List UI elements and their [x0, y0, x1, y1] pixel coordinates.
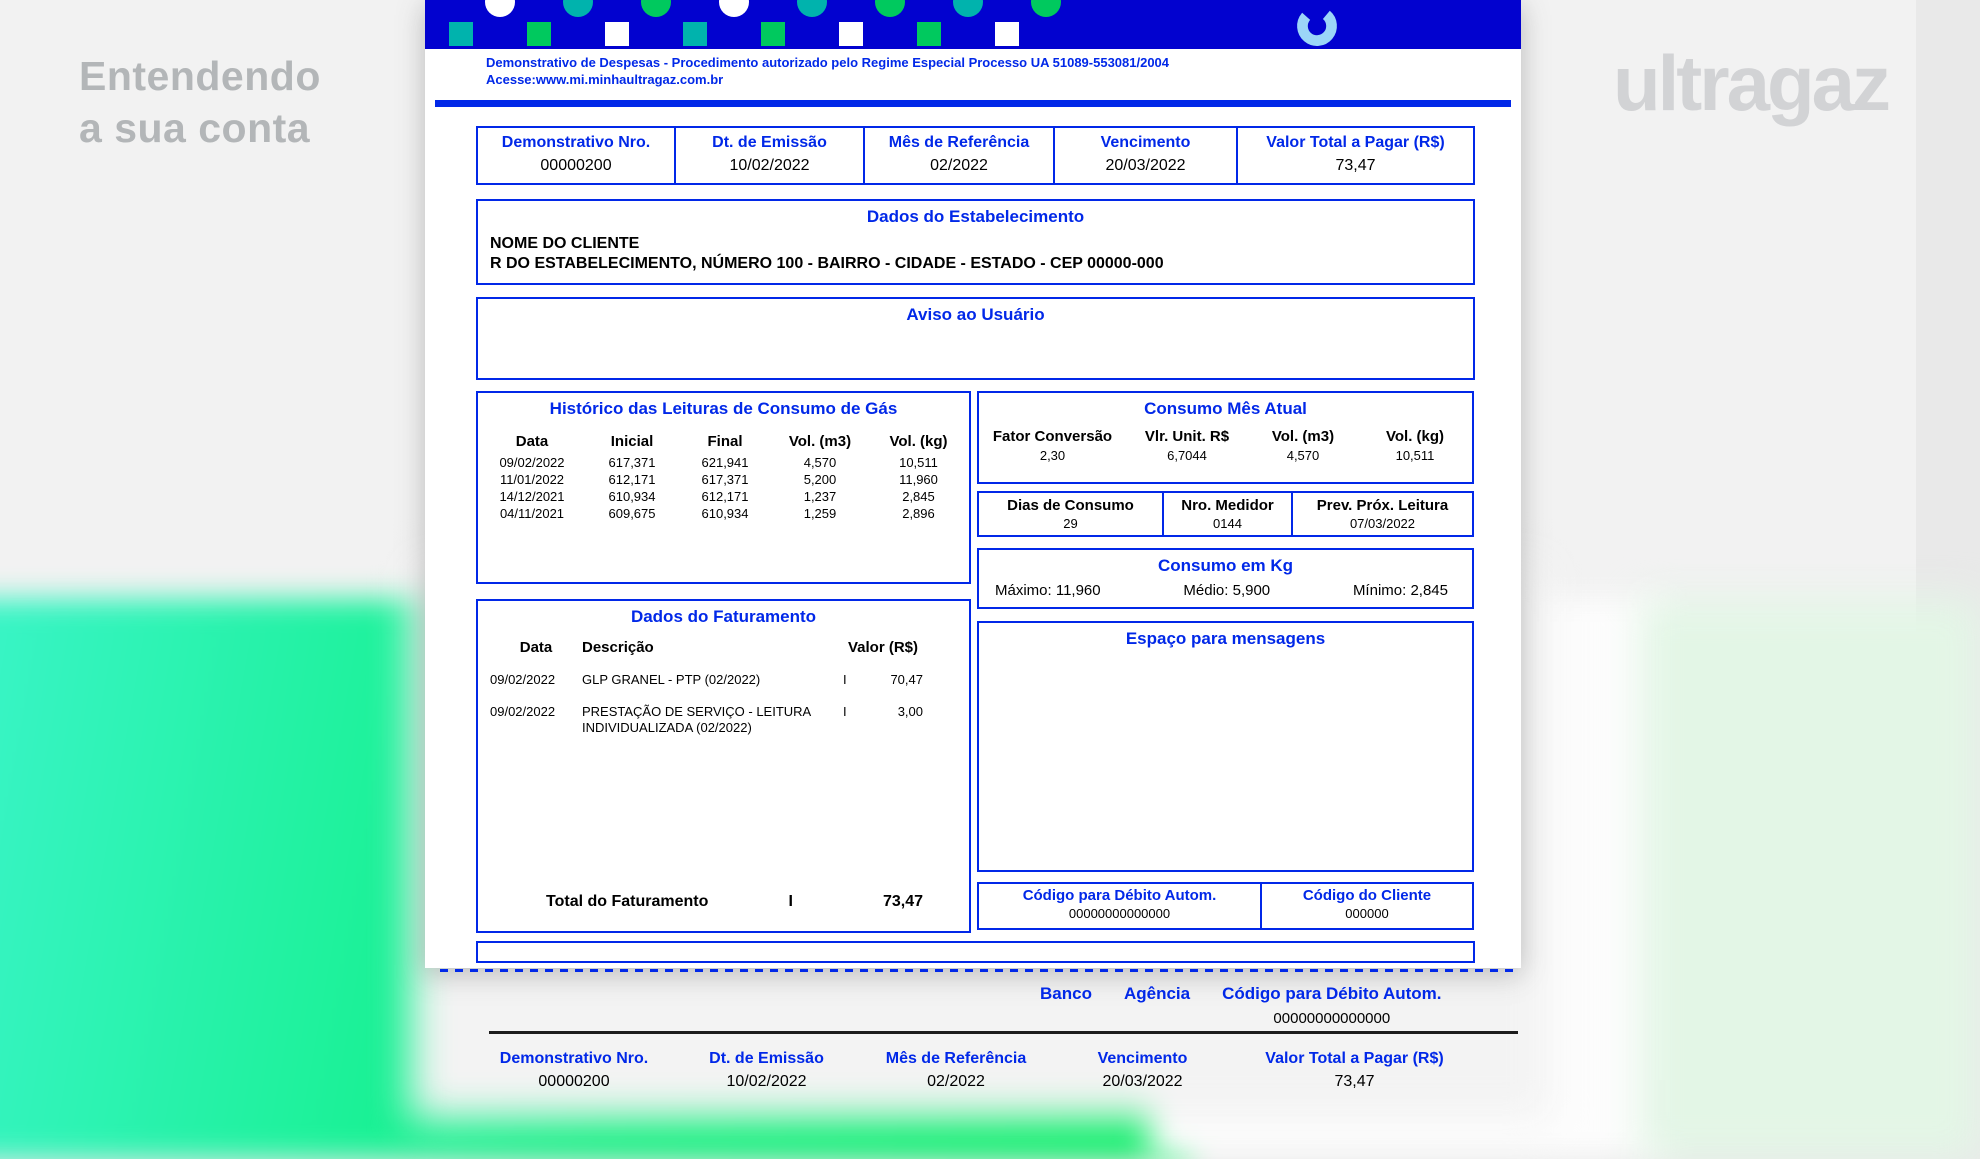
codes-box — [977, 882, 1474, 930]
page-caption — [79, 50, 321, 154]
billing-total-row — [478, 893, 969, 911]
history-cell: 612,171 — [701, 489, 749, 504]
circle-shape — [953, 0, 983, 17]
table-row — [478, 672, 969, 688]
client-name: NOME DO CLIENTE — [490, 235, 640, 252]
client-code-col — [1260, 884, 1472, 928]
square-shape — [761, 22, 785, 46]
summary-col-demonstrativo — [478, 128, 674, 183]
history-cell: 11,960 — [899, 472, 938, 487]
billing-box — [476, 599, 971, 933]
slip-auto-debit-value: 00000000000000 — [1273, 1010, 1391, 1027]
square-shape — [605, 22, 629, 46]
summary-col-vencimento — [1053, 128, 1236, 183]
history-cell: 617,371 — [608, 455, 656, 470]
current-consumption-values — [979, 448, 1472, 463]
document-header-line1: Demonstrativo de Despesas - Procedimento autorizado pelo Regime Especial Processo UA 51089-553081/2004 — [486, 55, 1170, 70]
invoice-document — [425, 0, 1521, 968]
kg-min: Mínimo: 2,845 — [1352, 582, 1448, 599]
billing-header: Data — [519, 639, 553, 656]
billing-flag: I — [843, 704, 847, 719]
current-consumption-box — [977, 391, 1474, 484]
slip-summary-value: 20/03/2022 — [1102, 1073, 1183, 1090]
slip-summary-value: 02/2022 — [927, 1073, 985, 1090]
consumption-header: Fator Conversão — [992, 428, 1113, 445]
billing-date: 09/02/2022 — [490, 704, 556, 719]
billing-flag: I — [843, 672, 847, 687]
current-consumption-title: Consumo Mês Atual — [1144, 399, 1307, 418]
establishment-title: Dados do Estabelecimento — [866, 207, 1085, 226]
history-cell: 11/01/2022 — [499, 472, 565, 487]
slip-summary-col — [672, 1050, 861, 1091]
topbar-pattern — [425, 0, 1521, 49]
history-cell: 2,845 — [902, 489, 935, 504]
consumption-value: 4,570 — [1286, 448, 1320, 463]
messages-box — [977, 621, 1474, 872]
slip-summary-header: Mês de Referência — [885, 1050, 1027, 1067]
history-cell: 1,237 — [803, 489, 837, 504]
meter-header: Nro. Medidor — [1181, 497, 1274, 514]
history-cell: 617,371 — [701, 472, 749, 487]
consumption-header: Vol. (m3) — [1271, 428, 1335, 445]
kg-avg: Médio: 5,900 — [1183, 582, 1271, 599]
consumption-days-box — [977, 491, 1474, 537]
days-header: Dias de Consumo — [1007, 497, 1134, 514]
square-shape — [527, 22, 551, 46]
billing-total-label: Total do Faturamento — [546, 893, 709, 910]
table-row — [478, 505, 969, 522]
ultragaz-wordmark: ultragaz — [1612, 39, 1888, 127]
bank-label: Banco — [1040, 984, 1092, 1003]
caption-line2: a sua conta — [79, 105, 311, 151]
summary-header: Dt. de Emissão — [712, 134, 827, 151]
kg-consumption-title: Consumo em Kg — [1157, 556, 1294, 575]
caption-line1: Entendendo — [79, 53, 321, 99]
billing-header: Valor (R$) — [847, 639, 919, 656]
history-header: Data — [515, 433, 549, 450]
slip-summary-table — [476, 1050, 1475, 1091]
circle-shape — [875, 0, 905, 17]
history-cell: 1,259 — [803, 506, 837, 521]
slip-summary-header: Vencimento — [1097, 1050, 1188, 1067]
document-header-line2: Acesse:www.mi.minhaultragaz.com.br — [486, 72, 724, 87]
client-code-value: 000000 — [1345, 906, 1389, 921]
summary-value: 10/02/2022 — [729, 157, 810, 174]
meter-col — [1162, 493, 1291, 535]
days-col — [979, 493, 1162, 535]
history-cell: 609,675 — [608, 506, 656, 521]
slip-auto-debit-label: Código para Débito Autom. — [1222, 984, 1442, 1003]
square-shape — [995, 22, 1019, 46]
slip-summary-header: Demonstrativo Nro. — [499, 1050, 649, 1067]
meter-value: 0144 — [1213, 516, 1242, 531]
client-address: R DO ESTABELECIMENTO, NÚMERO 100 - BAIRRO - CIDADE - ESTADO - CEP 00000-000 — [490, 255, 1164, 272]
square-shape — [839, 22, 863, 46]
client-code-label: Código do Cliente — [1302, 887, 1432, 904]
summary-header: Valor Total a Pagar (R$) — [1266, 134, 1445, 151]
history-cell: 10,511 — [899, 455, 938, 470]
auto-debit-code-col — [979, 884, 1260, 928]
history-cell: 04/11/2021 — [499, 506, 565, 521]
slip-summary-header: Valor Total a Pagar (R$) — [1265, 1050, 1444, 1067]
document-header — [486, 54, 1169, 88]
agency-label: Agência — [1123, 984, 1191, 1003]
header-rule — [435, 100, 1511, 107]
history-cell: 2,896 — [902, 506, 935, 521]
slip-summary-value: 73,47 — [1334, 1073, 1375, 1090]
user-notice-box — [476, 297, 1475, 380]
billing-title: Dados do Faturamento — [630, 607, 817, 626]
summary-value: 00000200 — [540, 157, 612, 174]
square-shape — [449, 22, 473, 46]
background-mint-block — [1640, 599, 1980, 1159]
billing-total-flag: I — [788, 893, 793, 910]
table-row — [478, 488, 969, 505]
kg-consumption-row — [979, 576, 1472, 599]
consumption-value: 6,7044 — [1167, 448, 1207, 463]
detach-dashed-line — [440, 969, 1518, 972]
billing-value: 70,47 — [890, 672, 923, 687]
table-row — [478, 454, 969, 471]
slip-rule — [489, 1031, 1518, 1034]
consumption-value: 10,511 — [1395, 448, 1435, 463]
circle-shape — [563, 0, 593, 17]
circle-shape — [641, 0, 671, 17]
square-shape — [917, 22, 941, 46]
billing-description: GLP GRANEL - PTP (02/2022) — [582, 672, 761, 687]
user-notice-title: Aviso ao Usuário — [906, 305, 1045, 324]
history-cell: 09/02/2022 — [499, 455, 565, 470]
summary-header: Demonstrativo Nro. — [501, 134, 651, 151]
billing-total-value: 73,47 — [882, 893, 923, 910]
summary-value: 20/03/2022 — [1105, 157, 1186, 174]
consumption-header: Vlr. Unit. R$ — [1144, 428, 1230, 445]
history-cell: 4,570 — [803, 455, 837, 470]
slip-summary-value: 00000200 — [538, 1073, 610, 1090]
history-cell: 14/12/2021 — [499, 489, 565, 504]
history-header: Inicial — [610, 433, 654, 450]
messages-title: Espaço para mensagens — [1125, 629, 1326, 648]
table-row — [478, 471, 969, 488]
slip-auto-debit — [1222, 984, 1441, 1027]
summary-col-valor-total — [1236, 128, 1473, 183]
circle-shape — [797, 0, 827, 17]
billing-header-row — [478, 639, 969, 656]
slip-summary-col — [1051, 1050, 1234, 1091]
invoice-summary-table — [476, 126, 1475, 185]
history-cell: 612,171 — [608, 472, 656, 487]
summary-col-referencia — [863, 128, 1053, 183]
summary-value: 02/2022 — [930, 157, 988, 174]
history-header-row — [478, 433, 969, 450]
history-rows — [478, 454, 969, 522]
invoice-topbar — [425, 0, 1521, 49]
slip-summary-col — [861, 1050, 1051, 1091]
slip-bank-row — [1040, 984, 1442, 1027]
days-value: 29 — [1063, 516, 1078, 531]
auto-debit-code-label: Código para Débito Autom. — [1022, 887, 1217, 904]
billing-description: PRESTAÇÃO DE SERVIÇO - LEITURA INDIVIDUALIZADA (02/2022) — [582, 704, 811, 735]
history-cell: 5,200 — [803, 472, 837, 487]
billing-header: Descrição — [582, 639, 654, 656]
summary-value: 73,47 — [1335, 157, 1376, 174]
billing-date: 09/02/2022 — [490, 672, 556, 687]
summary-col-emissao — [674, 128, 863, 183]
summary-header: Mês de Referência — [888, 134, 1030, 151]
kg-max: Máximo: 11,960 — [995, 582, 1101, 599]
consumption-history-box — [476, 391, 971, 584]
table-row — [478, 704, 969, 736]
circle-shape — [1031, 0, 1061, 17]
next-reading-value: 07/03/2022 — [1349, 516, 1416, 531]
current-consumption-headers — [979, 428, 1472, 445]
consumption-value: 2,30 — [1039, 448, 1066, 463]
square-shape — [683, 22, 707, 46]
history-title: Histórico das Leituras de Consumo de Gás — [549, 399, 898, 418]
circle-shape — [485, 0, 515, 17]
next-reading-col — [1291, 493, 1472, 535]
slip-summary-col — [476, 1050, 672, 1091]
history-header: Final — [707, 433, 743, 450]
slip-summary-col — [1234, 1050, 1475, 1091]
auto-debit-code-value: 00000000000000 — [1068, 906, 1171, 921]
summary-header: Vencimento — [1100, 134, 1191, 151]
next-reading-header: Prev. Próx. Leitura — [1316, 497, 1449, 514]
kg-consumption-box — [977, 548, 1474, 609]
history-header: Vol. (kg) — [889, 433, 948, 450]
ultragaz-flame-icon — [1285, 0, 1349, 49]
history-cell: 610,934 — [701, 506, 749, 521]
consumption-header: Vol. (kg) — [1385, 428, 1445, 445]
history-cell: 610,934 — [608, 489, 656, 504]
slip-summary-header: Dt. de Emissão — [709, 1050, 824, 1067]
circle-shape — [719, 0, 749, 17]
history-cell: 621,941 — [701, 455, 749, 470]
footer-empty-box — [476, 941, 1475, 963]
history-header: Vol. (m3) — [788, 433, 852, 450]
establishment-box — [476, 199, 1475, 285]
slip-summary-value: 10/02/2022 — [726, 1073, 807, 1090]
billing-value: 3,00 — [897, 704, 923, 719]
